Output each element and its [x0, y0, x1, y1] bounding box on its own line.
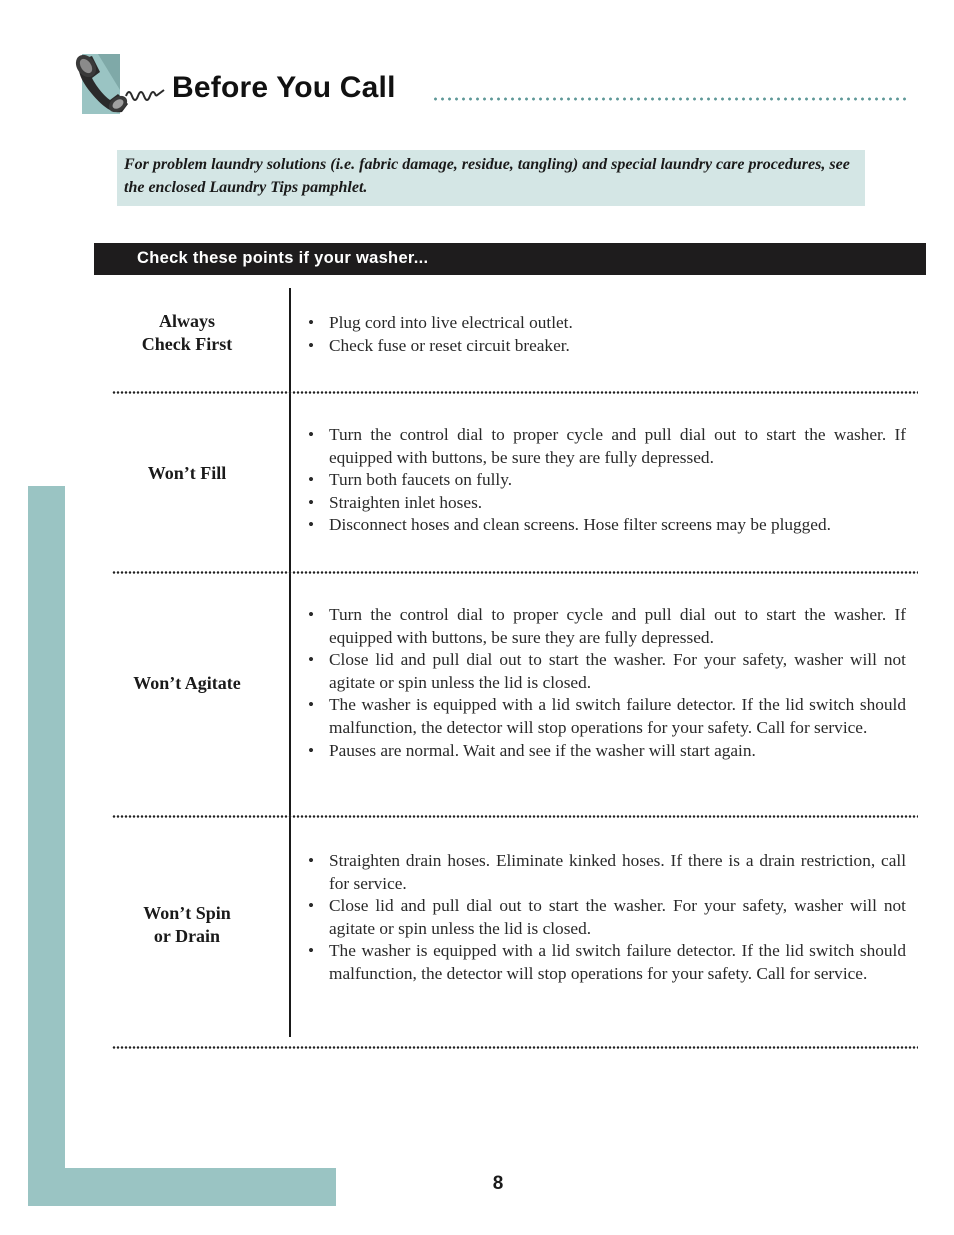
checklist-wont-fill: [306, 424, 906, 537]
list-item: • Plug cord into live electrical outlet.: [306, 312, 906, 335]
list-item: • Close lid and pull dial out to start the washer. For your safety, washer will not agitate or spin unless the lid is closed.: [306, 649, 906, 694]
list-item: • The washer is equipped with a lid switch failure detector. If the lid switch should malfunction, the detector will stop operations for your safety. Call for service.: [306, 694, 906, 739]
row-label-line: Always: [158, 311, 215, 331]
list-item: • Straighten inlet hoses.: [306, 492, 906, 515]
list-item: • Disconnect hoses and clean screens. Hose filter screens may be plugged.: [306, 514, 906, 537]
row-divider: [112, 390, 918, 395]
row-divider: [112, 1045, 918, 1050]
row-label-line: Won’t Agitate: [133, 673, 241, 693]
list-item: • Check fuse or reset circuit breaker.: [306, 335, 906, 358]
list-item: • Pauses are normal. Wait and see if the washer will start again.: [306, 740, 906, 763]
teal-footer-decoration: [28, 1168, 336, 1206]
title-dotted-rule: [432, 96, 908, 102]
table-column-divider: [289, 288, 291, 1037]
row-label-line: Check First: [141, 334, 233, 354]
row-label-line: or Drain: [153, 926, 221, 946]
row-label-wont-spin-or-drain: [112, 902, 262, 948]
list-item: • Close lid and pull dial out to start the washer. For your safety, washer will not agitate or spin unless the lid is closed.: [306, 895, 906, 940]
teal-sidebar-decoration: [28, 486, 65, 1206]
section-heading: Check these points if your washer...: [94, 243, 926, 275]
checklist-always-check-first: [306, 312, 906, 357]
page-title: Before You Call: [172, 71, 396, 104]
row-label-wont-agitate: [112, 672, 262, 695]
row-label-always-check-first: [112, 310, 262, 356]
list-item: • The washer is equipped with a lid switch failure detector. If the lid switch should malfunction, the detector will stop operations for your safety. Call for service.: [306, 940, 906, 985]
page-number: 8: [492, 1173, 504, 1194]
row-divider: [112, 570, 918, 575]
checklist-wont-agitate: [306, 604, 906, 762]
checklist-wont-spin-or-drain: [306, 850, 906, 986]
row-label-line: Won’t Spin: [143, 903, 231, 923]
laundry-tips-note: For problem laundry solutions (i.e. fabric damage, residue, tangling) and special laundry care procedures, see the enclosed Laundry Tips pamphlet.: [117, 150, 865, 206]
telephone-handset-icon: [74, 50, 166, 118]
list-item: • Straighten drain hoses. Eliminate kinked hoses. If there is a drain restriction, call for service.: [306, 850, 906, 895]
row-divider: [112, 814, 918, 819]
row-label-wont-fill: [112, 462, 262, 485]
list-item: • Turn the control dial to proper cycle and pull dial out to start the washer. If equipped with buttons, be sure they are fully depressed.: [306, 604, 906, 649]
row-label-line: Won’t Fill: [147, 463, 227, 483]
list-item: • Turn the control dial to proper cycle and pull dial out to start the washer. If equipped with buttons, be sure they are fully depressed.: [306, 424, 906, 469]
list-item: • Turn both faucets on fully.: [306, 469, 906, 492]
